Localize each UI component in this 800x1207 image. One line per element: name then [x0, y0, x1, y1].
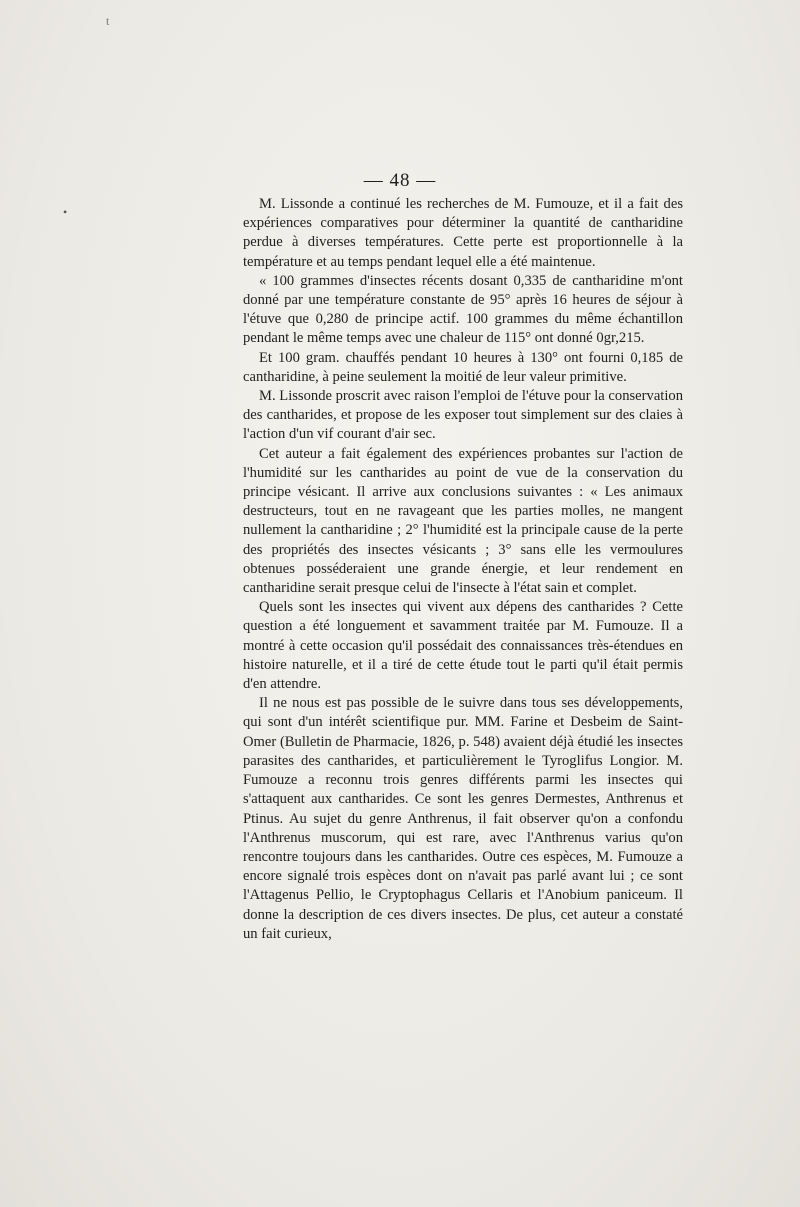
body-text [243, 195, 683, 944]
paragraph-3: Et 100 gram. chauffés pendant 10 heures à 130° ont fourni 0,185 de cantharidine, à peine seulement la moitié de leur valeur primitive. [243, 349, 683, 385]
paragraph-7: Il ne nous est pas possible de le suivre dans tous ses développements, qui sont d'un intérêt scientifique pur. MM. Farine et Desbeim de Saint-Omer (Bulletin de Pharmacie, 1826, p. 548) avaient déjà étudié les insectes parasites des cantharides, et particulièrement le Tyroglifus Longior. M. Fumouze a reconnu trois genres différents parmi les insectes qui s'attaquent aux cantharides. Ce sont les genres Dermestes, Anthrenus et Ptinus. Au sujet du genre Anthrenus, il fait observer qu'on a confondu l'Anthrenus muscorum, qui est rare, avec l'Anthrenus varius qu'on rencontre toujours dans les cantharides. Outre ces espèces, M. Fumouze a encore signalé trois espèces dont on n'avait pas parlé avant lui ; ce sont l'Attagenus Pellio, le Cryptophagus Cellaris et l'Anobium paniceum. Il donne la description de ces divers insectes. De plus, cet auteur a constaté un fait curieux, [243, 695, 683, 942]
paragraph-5: Cet auteur a fait également des expériences probantes sur l'action de l'humidité sur les cantharides au point de vue de la conservation du principe vésicant. Il arrive aux conclusions suivantes : « Les animaux destructeurs, tout en ne ravageant que les parties molles, ne mangent nullement la cantharidine ; 2° l'humidité est la principale cause de la perte des propriétés des insectes vésicants ; 3° sans elle les vermoulures obtenues posséderaient une grande énergie, et leur rendement en cantharidine serait presque celui de l'insecte à l'état sain et complet. [243, 445, 683, 597]
paragraph-4: M. Lissonde proscrit avec raison l'emploi de l'étuve pour la conservation des cantharides, et propose de les exposer tout simplement sur des claies à l'action d'un vif courant d'air sec. [243, 388, 683, 443]
margin-mark: • [63, 205, 68, 219]
paragraph-6: Quels sont les insectes qui vivent aux dépens des cantharides ? Cette question a été longuement et savamment traitée par M. Fumouze. Il a montré à cette occasion qu'il possédait des connaissances très-étendues en histoire naturelle, et il a tiré de cette étude tout le parti qu'il était permis d'en attendre. [243, 599, 683, 693]
paragraph-1: M. Lissonde a continué les recherches de M. Fumouze, et il a fait des expériences comparatives pour déterminer la quantité de cantharidine perdue à diverses températures. Cette perte est proportionnelle à la température et au temps pendant lequel elle a été maintenue. [243, 196, 683, 270]
corner-mark: t [106, 14, 110, 28]
page-number: — 48 — [363, 170, 437, 191]
paragraph-2: « 100 grammes d'insectes récents dosant 0,335 de cantharidine m'ont donné par une température constante de 95° après 16 heures de séjour à l'étuve que 0,280 de principe actif. 100 grammes du même échantillon pendant le même temps avec une chaleur de 115° ont donné 0gr,215. [243, 272, 683, 347]
